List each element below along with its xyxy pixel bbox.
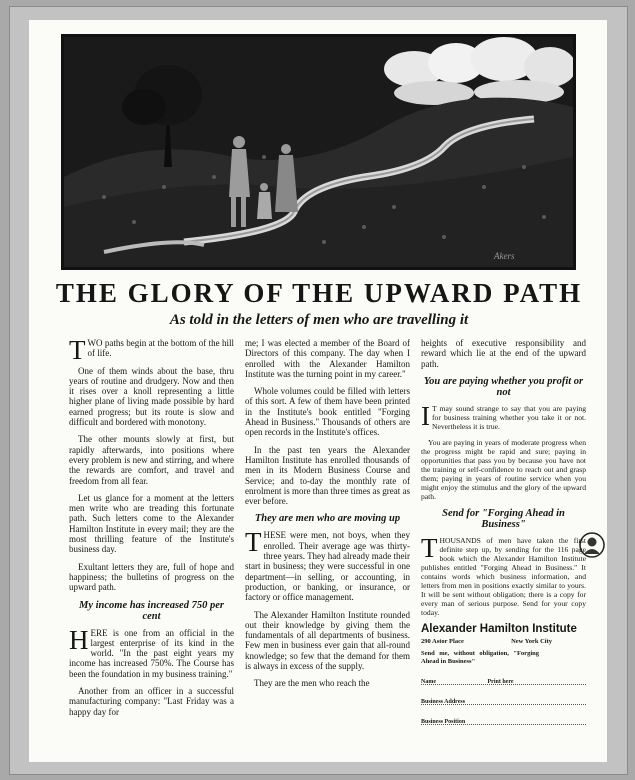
paragraph: Let us glance for a moment at the letters men write who are treading this fortunate path. Such letters come to the Alexander Hamilton Institute in every mail; they are the most thrilling feature of the Institute's business day. bbox=[69, 492, 234, 555]
paragraph: You are paying in years of moderate progress when the progress might be rapid and sure; paying in opportunities that pass you by because you have not the training or self-confidence to reach out and grasp them; paying in years of routine service when you might enjoy the stimulus and the glory of the upward path. bbox=[421, 437, 586, 501]
section-heading: My income has increased 750 per cent bbox=[79, 599, 224, 622]
paragraph: One of them winds about the base, thru years of routine and drudgery. Now and then it rises over a knoll representing a little higher plane of living made possible by hard earned progress; but its route is slow and difficult and bordered with monotony. bbox=[69, 365, 234, 428]
paragraph: me; I was elected a member of the Board of Directors of this company. The day when I enrolled with the Alexander Hamilton Institute was the turning point in my career." bbox=[245, 338, 410, 379]
advertisement-page bbox=[29, 20, 607, 762]
paragraph: Another from an officer in a successful manufacturing company: "Last Friday was a happy day for bbox=[69, 686, 234, 717]
paragraph: THOUSANDS of men have taken the first definite step up, by sending for the 116 page book which the Alexander Hamilton Institute publishes entitled "Forging Ahead in Business." It contains words which business information, and letters from men in positions exactly similar to yours. It will be sent without obligation; there is a copy for every man of serious purpose. Send for your copy today. bbox=[421, 532, 586, 617]
paragraph: HERE is one from an official in the largest enterprise of its kind in the world. "In the past eight years my income has increased 750%. The Course has been the foundation in my business training." bbox=[69, 624, 234, 679]
paragraph: The Alexander Hamilton Institute rounded out their knowledge by giving them the fundamentals of all departments of business. Few men in business ever gain that all-round knowledge; so few that the demand for them is always in excess of the supply. bbox=[245, 609, 410, 672]
column-2 bbox=[245, 338, 410, 696]
coupon bbox=[421, 624, 586, 726]
artist-signature: Akers bbox=[494, 251, 515, 261]
name-field[interactable]: Name Print here bbox=[421, 677, 586, 685]
paragraph: heights of executive responsibility and reward which lie at the end of the upward path. bbox=[421, 338, 586, 369]
paragraph: TWO paths begin at the bottom of the hill of life. bbox=[69, 335, 234, 365]
paragraph: Exultant letters they are, full of hope and happiness; the bulletins of progress on the upward path. bbox=[69, 561, 234, 593]
landscape-illustration bbox=[64, 37, 573, 267]
company-name: Alexander Hamilton Institute bbox=[421, 622, 577, 635]
paragraph: In the past ten years the Alexander Hamilton Institute has enrolled thousands of men in its Modern Business Course and Service; and to-day the monthly rate of enrolment is more than three times as great as ever before. bbox=[245, 444, 410, 507]
business-position-field[interactable]: Business Position bbox=[421, 717, 586, 725]
city: New York City bbox=[511, 638, 552, 646]
small-text-block bbox=[421, 532, 586, 617]
paragraph: The other mounts slowly at first, but rapidly afterwards, into positions where every problem is new and stirring, and where the rewards are comfort, and travel and freedom from all fear. bbox=[69, 434, 234, 486]
small-text-block bbox=[421, 400, 586, 501]
column-3 bbox=[421, 338, 586, 725]
paragraph: They are the men who reach the bbox=[254, 678, 370, 689]
section-heading: They are men who are moving up bbox=[254, 513, 401, 525]
page-title: THE GLORY OF THE UPWARD PATH bbox=[55, 278, 583, 308]
address: 290 Astor Place bbox=[421, 638, 464, 646]
portrait-seal-icon bbox=[579, 532, 605, 558]
section-heading: Send for "Forging Ahead in Business" bbox=[442, 507, 565, 530]
paragraph: IT may sound strange to say that you are paying for business training whether you take it or not. Nevertheless it is true. bbox=[421, 400, 586, 431]
business-address-field[interactable]: Business Address bbox=[421, 697, 586, 705]
address-row bbox=[421, 637, 586, 647]
illustration bbox=[61, 34, 576, 270]
paragraph: Whole volumes could be filled with letters of this sort. A few of them have been printed in the Institute's book entitled "Forging Ahead in Business." Thousands of others are open records in the Institute's offices. bbox=[245, 386, 410, 438]
subtitle: As told in the letters of men who are travelling it bbox=[169, 312, 469, 328]
column-1 bbox=[69, 335, 234, 724]
request-line: Send me, without obligation, "Forging Ahead in Business" bbox=[421, 650, 539, 665]
section-heading: You are paying whether you profit or not bbox=[423, 375, 584, 398]
paragraph: THESE were men, not boys, when they enrolled. Their average age was thirty-three years. They had already made their start in business; they were successful in one department—in selling, or accounting, in production, or banking, or insurance, or factory or office management. bbox=[245, 527, 411, 603]
